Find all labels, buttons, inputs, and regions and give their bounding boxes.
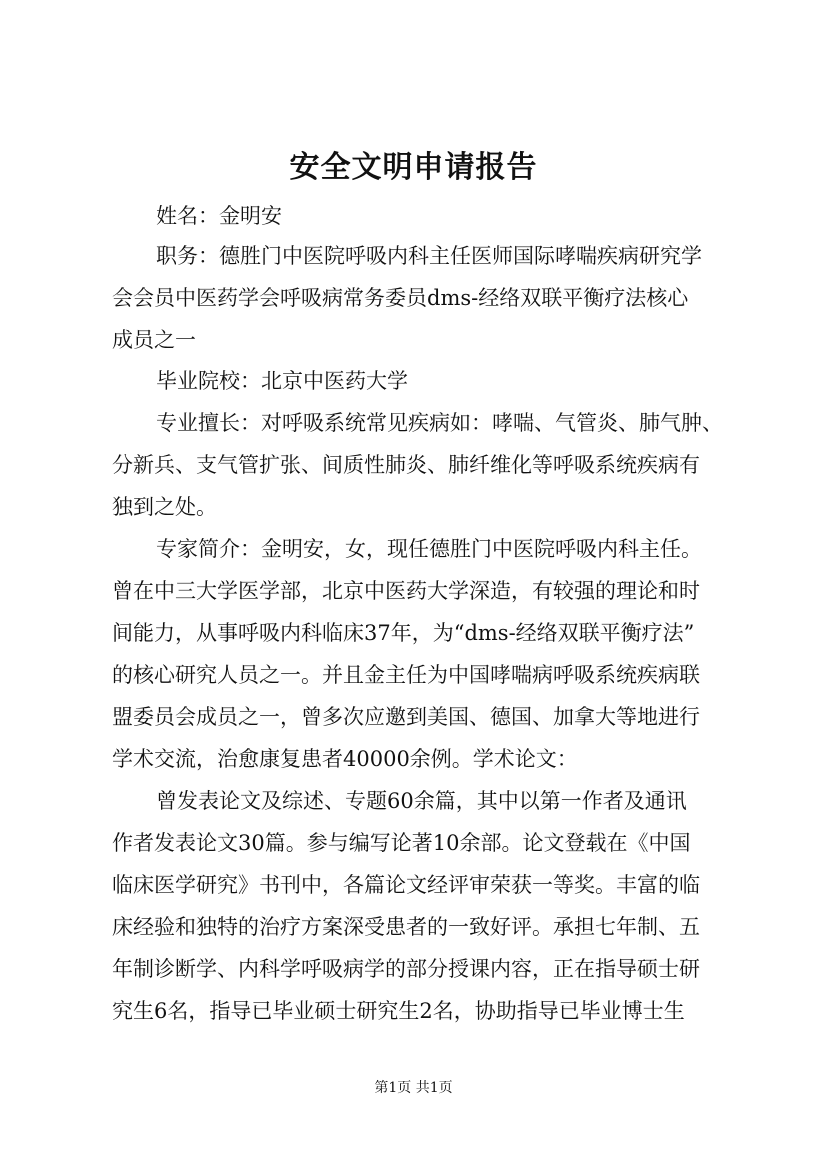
paragraph-line: 年制诊断学、内科学呼吸病学的部分授课内容，正在指导硕士研 (112, 957, 700, 981)
paragraph-line: 学术交流，治愈康复患者40000余例。学术论文： (112, 747, 578, 771)
specialty-line: 专业擅长：对呼吸系统常见疾病如：哮喘、气管炎、肺气肿、 (156, 411, 723, 435)
paragraph-line: 间能力，从事呼吸内科临床37年，为“dms-经络双联平衡疗法” (112, 621, 695, 645)
paragraph-line: 成员之一 (112, 328, 196, 352)
document-title: 安全文明申请报告 (289, 150, 538, 185)
paragraph-line: 盟委员会成员之一，曾多次应邀到美国、德国、加拿大等地进行 (112, 705, 700, 729)
position-line: 职务：德胜门中医院呼吸内科主任医师国际哮喘疾病研究学 (156, 244, 702, 268)
page-number: 第1页 共1页 (374, 1080, 453, 1096)
profile-line: 专家简介：金明安，女，现任德胜门中医院呼吸内科主任。 (156, 537, 702, 561)
school-line: 毕业院校：北京中医药大学 (156, 369, 408, 393)
paragraph-line: 临床医学研究》书刊中，各篇论文经评审荣获一等奖。丰富的临 (112, 873, 700, 897)
paragraph-line: 会会员中医药学会呼吸病常务委员dms-经络双联平衡疗法核心 (112, 286, 689, 310)
paragraph-line: 的核心研究人员之一。并且金主任为中国哮喘病呼吸系统疾病联 (112, 663, 700, 687)
publications-line: 曾发表论文及综述、专题60余篇，其中以第一作者及通讯 (156, 789, 687, 813)
name-line: 姓名：金明安 (156, 204, 282, 228)
paragraph-line: 究生6名，指导已毕业硕士研究生2名，协助指导已毕业博士生 (112, 999, 685, 1023)
paragraph-line: 分新兵、支气管扩张、间质性肺炎、肺纤维化等呼吸系统疾病有 (112, 453, 700, 477)
paragraph-line: 独到之处。 (112, 495, 217, 519)
paragraph-line: 床经验和独特的治疗方案深受患者的一致好评。承担七年制、五 (112, 915, 700, 939)
paragraph-line: 作者发表论文30篇。参与编写论著10余部。论文登载在《中国 (112, 831, 691, 855)
paragraph-line: 曾在中三大学医学部，北京中医药大学深造，有较强的理论和时 (112, 579, 700, 603)
